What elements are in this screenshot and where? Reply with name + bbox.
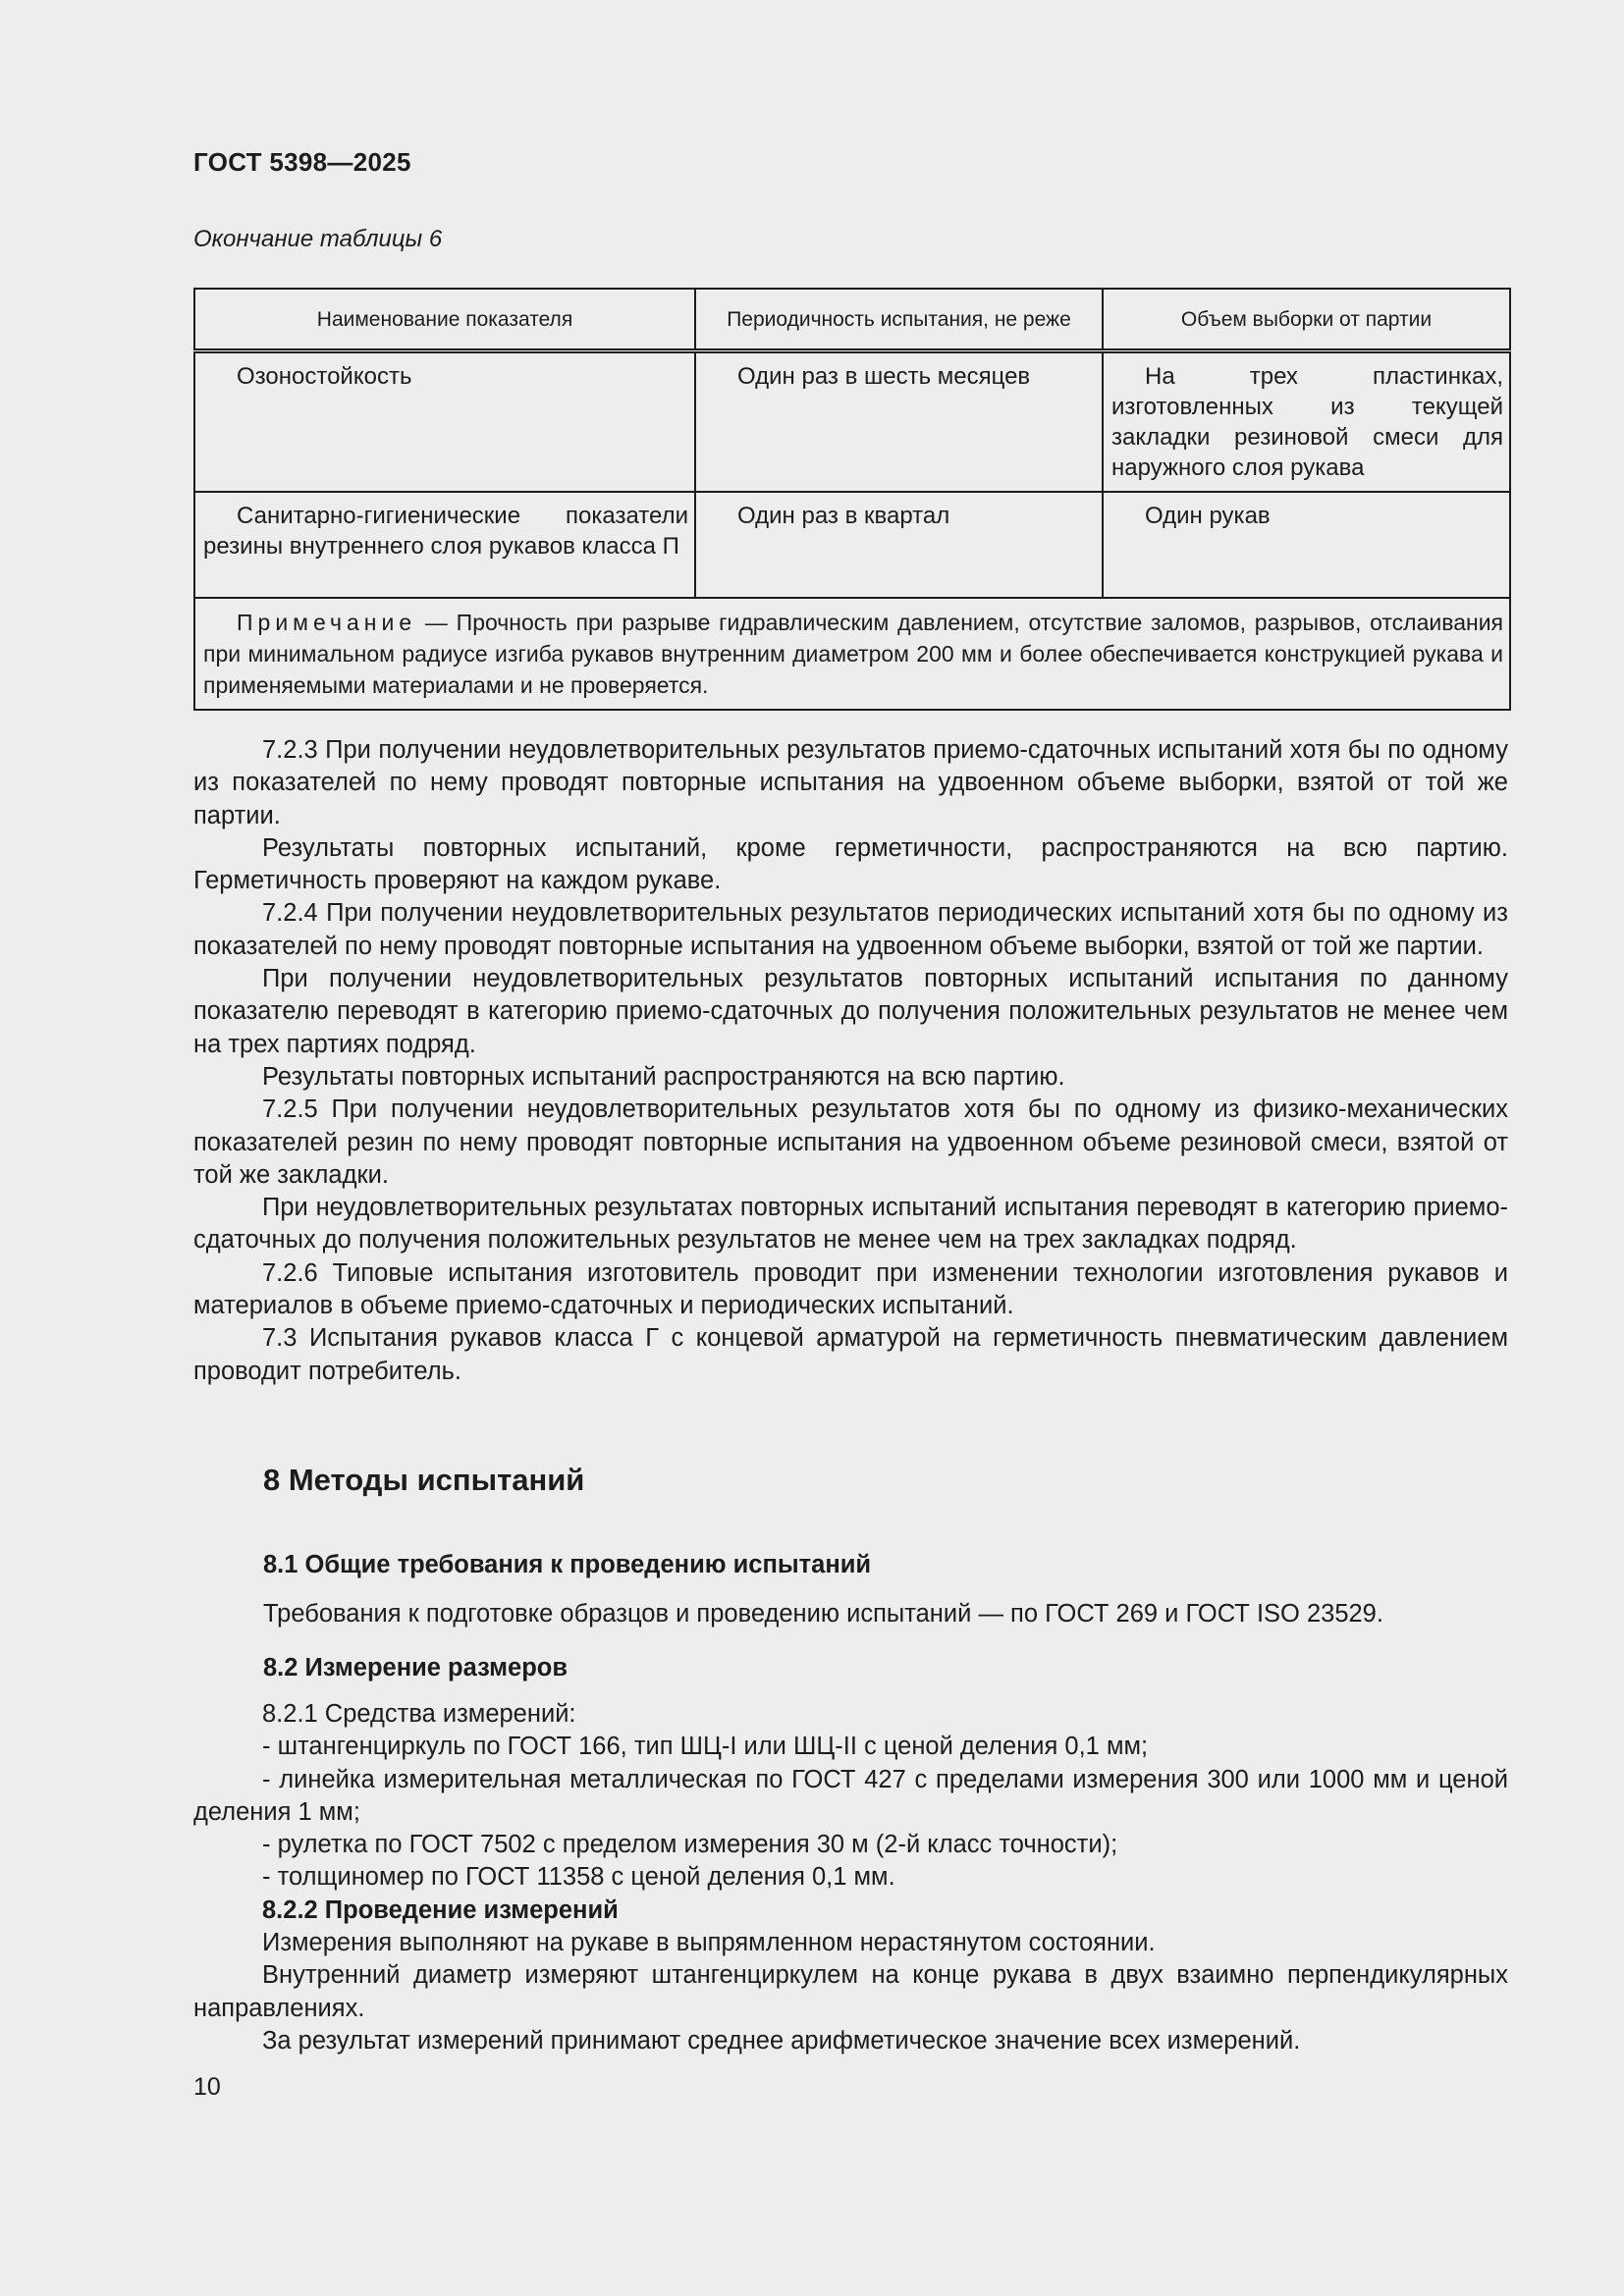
paragraph: 7.2.5 При получении неудовлетворительных результатов хотя бы по одному из физико-механических показателей резин по нему проводят повторные испытания на удвоенном объеме резиновой смеси, взятой от той же закладки. [193,1095,1508,1189]
list-item: - линейка измерительная металлическая по ГОСТ 427 с пределами измерения 300 или 1000 мм и ценой деления 1 мм; [193,1765,1508,1826]
table-row [194,492,1510,598]
column-header: Периодичность испытания, не реже [695,289,1103,351]
subsection-heading: 8.1 Общие требования к проведению испытаний [263,1551,872,1578]
list-item: - штангенциркуль по ГОСТ 166, тип ШЦ-I или ШЦ-II с ценой деления 0,1 мм; [262,1733,1149,1761]
table-note-row [194,598,1510,710]
paragraph: 7.2.6 Типовые испытания изготовитель проводит при изменении технологии изготовления рукавов и материалов в объеме приемо-сдаточных и периодических испытаний. [193,1258,1508,1320]
note-text: — Прочность при разрыве гидравлическим давлением, отсутствие заломов, разрывов, отслаивания при минимальном радиусе изгиба рукавов внутренним диаметром 200 мм и более обеспечивается конструкцией рукава и применяемыми материалами и не проверяется. [203,610,1503,698]
body-section-7 [193,734,1508,1388]
paragraph: Требования к подготовке образцов и проведению испытаний — по ГОСТ 269 и ГОСТ ISO 23529. [263,1600,1383,1628]
table-cell: Один раз в квартал [695,492,1103,598]
column-header: Объем выборки от партии [1103,289,1510,351]
paragraph: За результат измерений принимают среднее арифметическое значение всех измерений. [262,2026,1301,2055]
table-cell: Санитарно-гигиенические показатели резины внутреннего слоя рукавов класса П [194,492,695,598]
paragraph: 7.2.3 При получении неудовлетворительных результатов приемо-сдаточных испытаний хотя бы по одному из показателей по нему проводят повторные испытания на удвоенном объеме выборки, взятой от той же партии. [193,736,1508,829]
paragraph: Внутренний диаметр измеряют штангенциркулем на конце рукава в двух взаимно перпендикулярных направлениях. [193,1961,1508,2022]
paragraph: 7.3 Испытания рукавов класса Г с концевой арматурой на герметичность пневматическим давлением проводит потребитель. [193,1324,1508,1385]
paragraph: Результаты повторных испытаний распространяются на всю партию. [262,1062,1065,1091]
list-item: - рулетка по ГОСТ 7502 с пределом измерения 30 м (2-й класс точности); [262,1831,1118,1859]
table-caption: Окончание таблицы 6 [193,226,443,252]
paragraph: Измерения выполняют на рукаве в выпрямленном нерастянутом состоянии. [262,1929,1156,1957]
document-header: ГОСТ 5398—2025 [193,147,411,177]
subsection-heading: 8.2 Измерение размеров [263,1654,568,1682]
table-6 [193,288,1511,711]
column-header: Наименование показателя [194,289,695,351]
paragraph: При неудовлетворительных результатах повторных испытаний испытания переводят в категорию приемо-сдаточных до получения положительных результатов не менее чем на трех закладках подряд. [193,1194,1508,1255]
section-heading: 8 Методы испытаний [263,1463,585,1497]
table-note [194,598,1510,710]
list-item: - толщиномер по ГОСТ 11358 с ценой деления 0,1 мм. [262,1863,895,1892]
subsection-heading: 8.2.2 Проведение измерений [262,1896,619,1924]
table-header-row [194,289,1510,351]
paragraph: При получении неудовлетворительных результатов повторных испытаний испытания по данному показателю переводят в категорию приемо-сдаточных до получения положительных результатов не менее чем на трех партиях подряд. [193,965,1508,1058]
page-number: 10 [193,2073,221,2101]
paragraph: 8.2.1 Средства измерений: [262,1700,576,1728]
body-section-8-2 [193,1698,1508,2057]
table-cell: Один раз в шесть месяцев [695,351,1103,493]
paragraph: Результаты повторных испытаний, кроме герметичности, распространяются на всю партию. Герметичность проверяют на каждом рукаве. [193,833,1508,895]
table-cell: Один рукав [1103,492,1510,598]
table-row [194,351,1510,493]
table-cell: На трех пластинках, изготовленных из текущей закладки резиновой смеси для наружного слоя рукава [1103,351,1510,493]
note-label: Примечание [237,610,417,635]
paragraph: 7.2.4 При получении неудовлетворительных результатов периодических испытаний хотя бы по одному из показателей по нему проводят повторные испытания на удвоенном объеме выборки, взятой от той же партии. [193,899,1508,960]
table-cell: Озоностойкость [194,351,695,493]
